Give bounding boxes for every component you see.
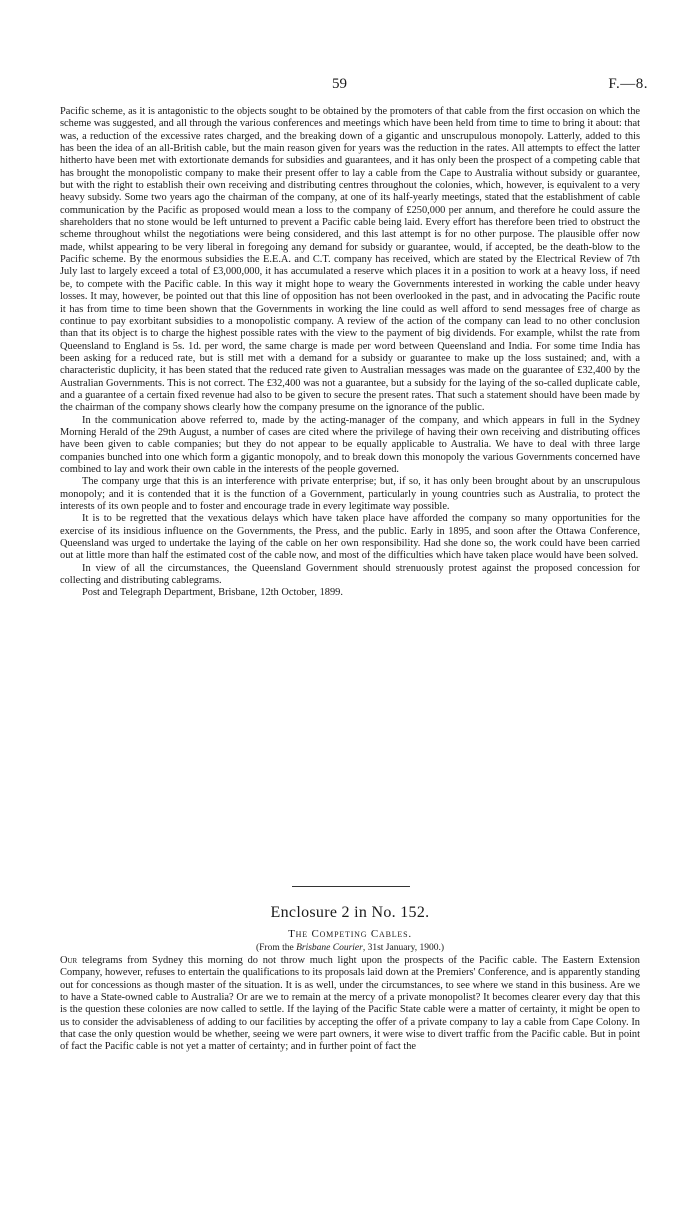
enclosure-heading: Enclosure 2 in No. 152. [270, 904, 430, 921]
body-paragraph: It is to be regretted that the vexatious delays which have taken place have afforded the company so many opportunities for the exercise of its insidious influence on the Governments, the Press, and the public. Early in 1895, and soon after the Ottawa Conference, Queensland was urged to undertake the laying of the cable on her own responsibility. Had she done so, the work could have been carried out at little more than half the estimated cost of the cable now, and most of the difficulties which have taken place would have been solved. [60, 513, 640, 562]
source-suffix: , 31st January, 1900.) [362, 943, 445, 953]
enclosure-paragraph [60, 955, 640, 1054]
enclosure-paragraph-text: telegrams from Sydney this morning do not throw much light upon the prospects of the Pacific cable. The Eastern Extension Company, however, refuses to entertain the qualifications to its proposals laid down at the Premiers' Conference, and is apparently standing out for concessions as though master of the situation. It is as well, under the circumstances, to see where we stand in this business. Are we to have a State-owned cable to Australia? Or are we to remain at the mercy of a private monopolist? It becomes clearer every day that this is the question these colonies are now called to settle. If the laying of the Pacific State cable were a matter of certainty, it might be open to us to consider the advisableness of adding to our facilities by accepting the offer of a private company to lay a cable from Cape Colony. In that case the only question would be whether, seeing we were part owners, it were wise to divert traffic from the Pacific cable. But in point of fact the Pacific cable is not yet a matter of certainty; and in further point of fact the [60, 955, 640, 1053]
body-paragraph: In the communication above referred to, made by the acting-manager of the company, and which appears in full in the Sydney Morning Herald of the 29th August, a number of cases are cited where the privilege of having their own receiving and distributing offices have been given to cable companies; but they do not appear to be equally applicable to Australia. We have to deal with three large companies bunched into one which form a gigantic monopoly, and to break down this monopoly the various Governments concerned have combined to lay and work their own cable in the interests of the people governed. [60, 414, 640, 475]
page-number: 59 [332, 76, 347, 92]
enclosure-subheading: The Competing Cables. [288, 928, 412, 940]
lead-word: Our [60, 955, 78, 966]
source-publication: Brisbane Courier [296, 943, 363, 953]
section-divider [292, 886, 410, 887]
enclosure-section [60, 904, 640, 1054]
page-header [0, 76, 700, 96]
body-paragraph: In view of all the circumstances, the Queensland Government should strenuously protest against the proposed concession for collecting and distributing cablegrams. [60, 562, 640, 587]
enclosure-source [60, 943, 640, 953]
body-paragraph: The company urge that this is an interference with private enterprise; but, if so, it has only been brought about by an unscrupulous monopoly; and it is contended that it is the function of a Government, particularly in young countries such as Australia, to protect the interests of its own people and to foster and encourage trade in every legitimate way possible. [60, 476, 640, 512]
signoff-line: Post and Telegraph Department, Brisbane, 12th October, 1899. [82, 587, 343, 599]
document-reference: F.—8. [608, 76, 648, 92]
source-prefix: (From the [255, 943, 297, 953]
body-paragraph: Pacific scheme, as it is antagonistic to the objects sought to be obtained by the promoters of that cable from the first occasion on which the scheme was suggested, and all through the various conferences and meetings which have been held from time to time to bring it about: that was, a reduction of the excessive rates charged, and the breaking down of a gigantic and unscrupulous monopoly. Latterly, added to this has been the idea of an all-British cable, but the main reason given for years was the reduction in the rates. All attempts to effect the latter hitherto have been met with extortionate demands for subsidies and guarantees, and it has only been the prospect of a competing cable that has brought the monopolistic company to make their present offer to lay a cable from the Cape to Australia without subsidy or guarantee, but with the right to establish their own receiving and distributing centres throughout the colonies, which, however, is equivalent to a very heavy subsidy. Some two years ago the chairman of the company, at one of its half-yearly meetings, stated that the establishment of cable communication by the Pacific as proposed would mean a loss to the company of £250,000 per annum, and therefore he could assure the shareholders that no stone would be left unturned to prevent a Pacific cable being laid. Every effort has therefore been tried to obstruct the scheme throughout whilst the negotiations were being considered, and this last attempt is for no other purpose. The plausible offer now made, whilst appearing to be very liberal in foregoing any demand for subsidy or guarantee, would, if accepted, be the death-blow to the Pacific scheme. By the enormous subsidies the E.E.A. and C.T. company has received, which are stated by the Electrical Review of 7th July last to largely exceed a total of £3,000,000, it has accumulated a reserve which places it in a position to work at a heavy loss, if need be, to compete with the Pacific cable. In this way it might hope to weary the Governments interested in working the cable under heavy losses. It may, however, be pointed out that this line of opposition has not been overlooked in the past, and in advocating the Pacific route it has from time to time been shown that the Governments in working the line could as well afford to send messages free of charge as continue to pay exorbitant subsidies to a monopolistic company. A review of the action of the company can lead to no other conclusion than that its object is to charge the highest possible rates with the view to the payment of big dividends. For example, whilst the rate from Queensland to England is 5s. 1d. per word, the same charge is made per word between Queensland and India. For some time India has been asking for a reduced rate, but is still met with a demand for a subsidy or guarantee to make up the loss sustained; and, with a characteristic duplicity, it has been stated that the reduced rate given to Australian messages was made on the guarantee of £32,400 by the Australian Governments. This is not correct. The £32,400 was not a guarantee, but a subsidy for the laying of the so-called duplicate cable, and a guarantee of a certain fixed revenue had also to be given to secure the present rates. That such a statement should have been made by the chairman of the company shows clearly how the company presume on the ignorance of the public. [60, 106, 640, 414]
report-body [60, 106, 640, 600]
